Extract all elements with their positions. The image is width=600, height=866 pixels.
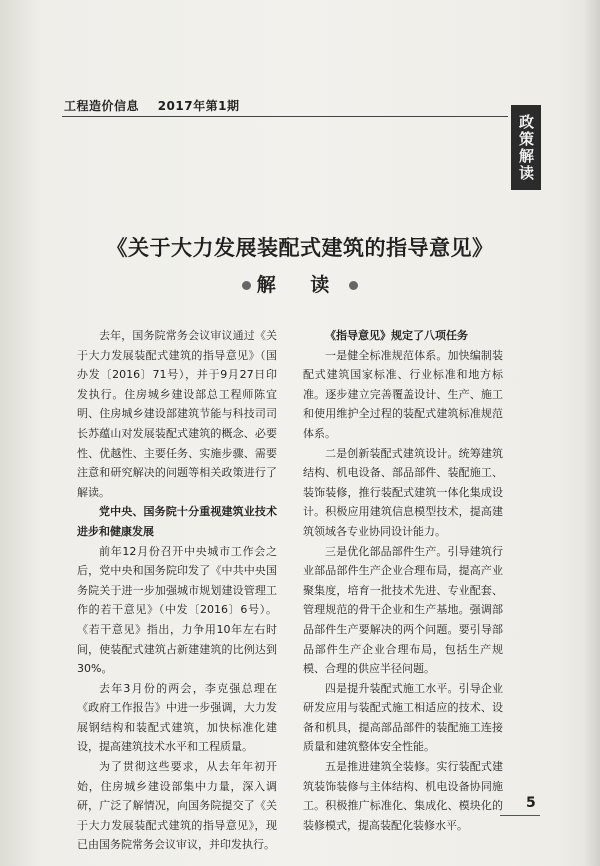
paragraph: 为了贯彻这些要求，从去年年初开始，住房城乡建设部集中力量，深入调研，广泛了解情况，向国务院提交了《关于大力发展装配式建筑的指导意见》，现已由国务院常务会议审议，并印发执行。 bbox=[77, 760, 277, 852]
paragraph: 去年3月份的两会，李克强总理在《政府工作报告》中进一步强调，大力发展钢结构和装配式建筑，加快标准化建设，提高建筑技术水平和工程质量。 bbox=[77, 681, 277, 754]
paragraph: 二是创新装配式建筑设计。统筹建筑结构、机电设备、部品部件、装配施工、装饰装修，推行装配式建筑一体化集成设计。积极应用建筑信息模型技术，提高建筑领域各专业协同设计能力。 bbox=[303, 446, 503, 538]
header-rule bbox=[62, 116, 508, 117]
journal-name: 工程造价信息 bbox=[64, 99, 140, 113]
bullet-dot-right-icon bbox=[349, 281, 358, 290]
subtitle-text: 解 读 bbox=[256, 274, 344, 296]
right-column bbox=[303, 326, 503, 835]
paragraph: 前年12月份召开中央城市工作会之后，党中央和国务院印发了《中共中央国务院关于进一步加强城市规划建设管理工作的若干意见》（中发〔2016〕6号）。《若干意见》指出，力争用10年左右时间，使装配式建筑占新建建筑的比例达到30%。 bbox=[77, 544, 277, 676]
section-heading: 党中央、国务院十分重视建筑业技术进步和健康发展 bbox=[77, 505, 277, 538]
scan-shadow bbox=[584, 0, 600, 866]
issue-label: 2017年第1期 bbox=[157, 99, 240, 113]
left-column bbox=[77, 326, 277, 855]
section-heading: 《指导意见》规定了八项任务 bbox=[325, 329, 468, 342]
bullet-dot-left-icon bbox=[242, 281, 251, 290]
paragraph: 四是提升装配式施工水平。引导企业研发应用与装配式施工相适应的技术、设备和机具，提高部品部件的装配施工连接质量和建筑整体安全性能。 bbox=[303, 681, 503, 754]
paragraph: 去年，国务院常务会议审议通过《关于大力发展装配式建筑的指导意见》（国办发〔2016〕71号），并于9月27日印发执行。住房城乡建设部总工程师陈宜明、住房城乡建设部建筑节能与科技司司长苏蕴山对发展装配式建筑的概念、必要性、优越性、主要任务、实施步骤、需要注意和研究解决的问题等相关政策进行了解读。 bbox=[77, 329, 277, 499]
article-subtitle bbox=[0, 270, 600, 297]
page-number-rule bbox=[500, 815, 540, 816]
section-tab: 政策解读 bbox=[511, 105, 541, 190]
paragraph: 三是优化部品部件生产。引导建筑行业部品部件生产企业合理布局，提高产业聚集度，培育一批技术先进、专业配套、管理规范的骨干企业和生产基地。强调部品部件生产要解决的两个问题。要引导部品部件生产企业合理布局，包括生产规模、合理的供应半径问题。 bbox=[303, 544, 503, 676]
running-header bbox=[64, 97, 253, 114]
page-number: 5 bbox=[526, 795, 536, 811]
paragraph: 一是健全标准规范体系。加快编制装配式建筑国家标准、行业标准和地方标准。逐步建立完善覆盖设计、生产、施工和使用维护全过程的装配式建筑标准规范体系。 bbox=[303, 348, 503, 440]
paragraph: 五是推进建筑全装修。实行装配式建筑装饰装修与主体结构、机电设备协同施工。积极推广标准化、集成化、模块化的装修模式，提高装配化装修水平。 bbox=[303, 760, 503, 832]
article-title: 《关于大力发展装配式建筑的指导意见》 bbox=[106, 236, 494, 260]
